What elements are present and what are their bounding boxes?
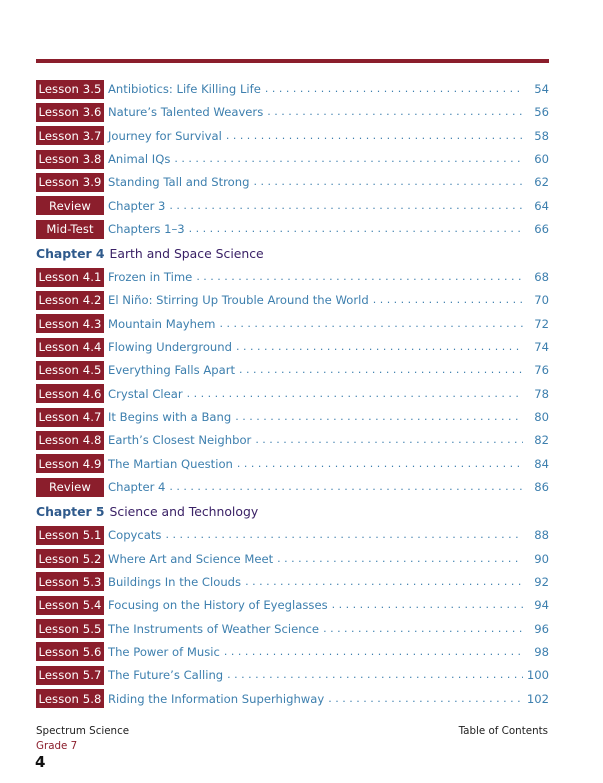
table-of-contents [36, 79, 549, 712]
page-ref: 58 [523, 129, 549, 143]
lesson-badge: Lesson 3.5 [36, 80, 104, 99]
page-ref: 80 [523, 410, 549, 424]
toc-entry [36, 314, 549, 334]
dot-leader [226, 126, 523, 146]
lesson-badge: Lesson 5.5 [36, 619, 104, 638]
dot-leader [277, 549, 523, 569]
toc-entry [36, 126, 549, 146]
lesson-badge: Mid-Test [36, 220, 104, 239]
dot-leader [328, 689, 523, 709]
lesson-title: Riding the Information Superhighway [108, 692, 328, 706]
lesson-title: Journey for Survival [108, 129, 226, 143]
dot-leader [169, 196, 523, 216]
lesson-title: El Niño: Stirring Up Trouble Around the World [108, 293, 373, 307]
toc-entry [36, 384, 549, 404]
page-ref: 74 [523, 340, 549, 354]
lesson-title: Earth’s Closest Neighbor [108, 433, 255, 447]
toc-entry [36, 665, 549, 685]
dot-leader [253, 172, 523, 192]
dot-leader [236, 337, 523, 357]
page-number: 4 [35, 753, 46, 771]
page-ref: 76 [523, 363, 549, 377]
toc-entry [36, 360, 549, 380]
page-ref: 82 [523, 433, 549, 447]
page-ref: 64 [523, 199, 549, 213]
dot-leader [227, 665, 523, 685]
dot-leader [187, 384, 523, 404]
lesson-title: The Power of Music [108, 645, 224, 659]
lesson-title: Nature’s Talented Weavers [108, 105, 267, 119]
footer-section-title: Table of Contents [458, 725, 548, 737]
lesson-title: It Begins with a Bang [108, 410, 235, 424]
dot-leader [323, 619, 523, 639]
page-ref: 90 [523, 552, 549, 566]
lesson-badge: Lesson 4.6 [36, 384, 104, 403]
chapter-label: Chapter 5 [36, 503, 105, 519]
toc-entry [36, 549, 549, 569]
lesson-badge: Lesson 5.7 [36, 666, 104, 685]
page-ref: 100 [523, 668, 549, 682]
dot-leader [189, 219, 523, 239]
dot-leader [174, 149, 523, 169]
lesson-title: Everything Falls Apart [108, 363, 239, 377]
toc-entry [36, 525, 549, 545]
dot-leader [235, 407, 523, 427]
lesson-title: Antibiotics: Life Killing Life [108, 82, 265, 96]
lesson-badge: Lesson 5.3 [36, 572, 104, 591]
lesson-title: The Instruments of Weather Science [108, 622, 323, 636]
dot-leader [219, 314, 523, 334]
page-ref: 66 [523, 222, 549, 236]
dot-leader [332, 595, 523, 615]
lesson-badge: Review [36, 478, 104, 497]
lesson-badge: Lesson 4.4 [36, 338, 104, 357]
lesson-badge: Lesson 5.8 [36, 689, 104, 708]
page-ref: 54 [523, 82, 549, 96]
lesson-badge: Lesson 4.3 [36, 314, 104, 333]
dot-leader [224, 642, 523, 662]
lesson-title: Frozen in Time [108, 270, 196, 284]
dot-leader [165, 525, 523, 545]
lesson-title: Buildings In the Clouds [108, 575, 245, 589]
page-ref: 92 [523, 575, 549, 589]
chapter-label: Chapter 4 [36, 245, 105, 261]
dot-leader [196, 267, 523, 287]
lesson-badge: Lesson 5.4 [36, 596, 104, 615]
page-ref: 78 [523, 387, 549, 401]
lesson-title: The Martian Question [108, 457, 237, 471]
lesson-title: Where Art and Science Meet [108, 552, 277, 566]
lesson-title: Chapter 4 [108, 480, 169, 494]
lesson-title: Chapter 3 [108, 199, 169, 213]
lesson-title: Animal IQs [108, 152, 174, 166]
lesson-title: Chapters 1–3 [108, 222, 189, 236]
toc-entry [36, 689, 549, 709]
lesson-title: The Future’s Calling [108, 668, 227, 682]
lesson-title: Mountain Mayhem [108, 317, 219, 331]
footer-book-title: Spectrum Science [36, 725, 130, 737]
page-ref: 60 [523, 152, 549, 166]
lesson-badge: Review [36, 196, 104, 215]
chapter-title: Science and Technology [109, 503, 259, 519]
page-ref: 86 [523, 480, 549, 494]
toc-entry [36, 430, 549, 450]
lesson-badge: Lesson 4.1 [36, 268, 104, 287]
toc-entry [36, 642, 549, 662]
dot-leader [239, 360, 523, 380]
lesson-badge: Lesson 3.7 [36, 126, 104, 145]
dot-leader [237, 454, 523, 474]
lesson-title: Focusing on the History of Eyeglasses [108, 598, 332, 612]
dot-leader [255, 430, 523, 450]
dot-leader [265, 79, 523, 99]
page-ref: 102 [523, 692, 549, 706]
page-ref: 98 [523, 645, 549, 659]
toc-entry [36, 196, 549, 216]
toc-entry [36, 267, 549, 287]
toc-entry [36, 102, 549, 122]
toc-entry [36, 79, 549, 99]
footer-grade: Grade 7 [36, 740, 78, 752]
lesson-badge: Lesson 4.5 [36, 361, 104, 380]
lesson-badge: Lesson 5.2 [36, 549, 104, 568]
lesson-badge: Lesson 4.7 [36, 408, 104, 427]
chapter-heading [36, 501, 549, 521]
toc-entry [36, 572, 549, 592]
toc-entry [36, 595, 549, 615]
page-ref: 62 [523, 175, 549, 189]
lesson-title: Crystal Clear [108, 387, 187, 401]
page-ref: 56 [523, 105, 549, 119]
page-ref: 96 [523, 622, 549, 636]
lesson-badge: Lesson 3.6 [36, 103, 104, 122]
toc-entry [36, 290, 549, 310]
toc-entry [36, 619, 549, 639]
lesson-title: Flowing Underground [108, 340, 236, 354]
lesson-title: Standing Tall and Strong [108, 175, 253, 189]
page-ref: 72 [523, 317, 549, 331]
lesson-title: Copycats [108, 528, 165, 542]
page-ref: 94 [523, 598, 549, 612]
dot-leader [169, 477, 523, 497]
dot-leader [245, 572, 523, 592]
chapter-heading [36, 243, 549, 263]
toc-entry [36, 219, 549, 239]
page-ref: 70 [523, 293, 549, 307]
toc-entry [36, 172, 549, 192]
dot-leader [267, 102, 523, 122]
dot-leader [373, 290, 523, 310]
lesson-badge: Lesson 4.2 [36, 291, 104, 310]
page-ref: 88 [523, 528, 549, 542]
lesson-badge: Lesson 4.8 [36, 431, 104, 450]
toc-entry [36, 149, 549, 169]
page-ref: 84 [523, 457, 549, 471]
toc-entry [36, 454, 549, 474]
lesson-badge: Lesson 5.1 [36, 526, 104, 545]
top-rule [36, 59, 549, 63]
lesson-badge: Lesson 3.9 [36, 173, 104, 192]
toc-entry [36, 337, 549, 357]
lesson-badge: Lesson 4.9 [36, 454, 104, 473]
toc-entry [36, 407, 549, 427]
toc-entry [36, 477, 549, 497]
chapter-title: Earth and Space Science [109, 245, 264, 261]
lesson-badge: Lesson 5.6 [36, 642, 104, 661]
lesson-badge: Lesson 3.8 [36, 150, 104, 169]
page-ref: 68 [523, 270, 549, 284]
